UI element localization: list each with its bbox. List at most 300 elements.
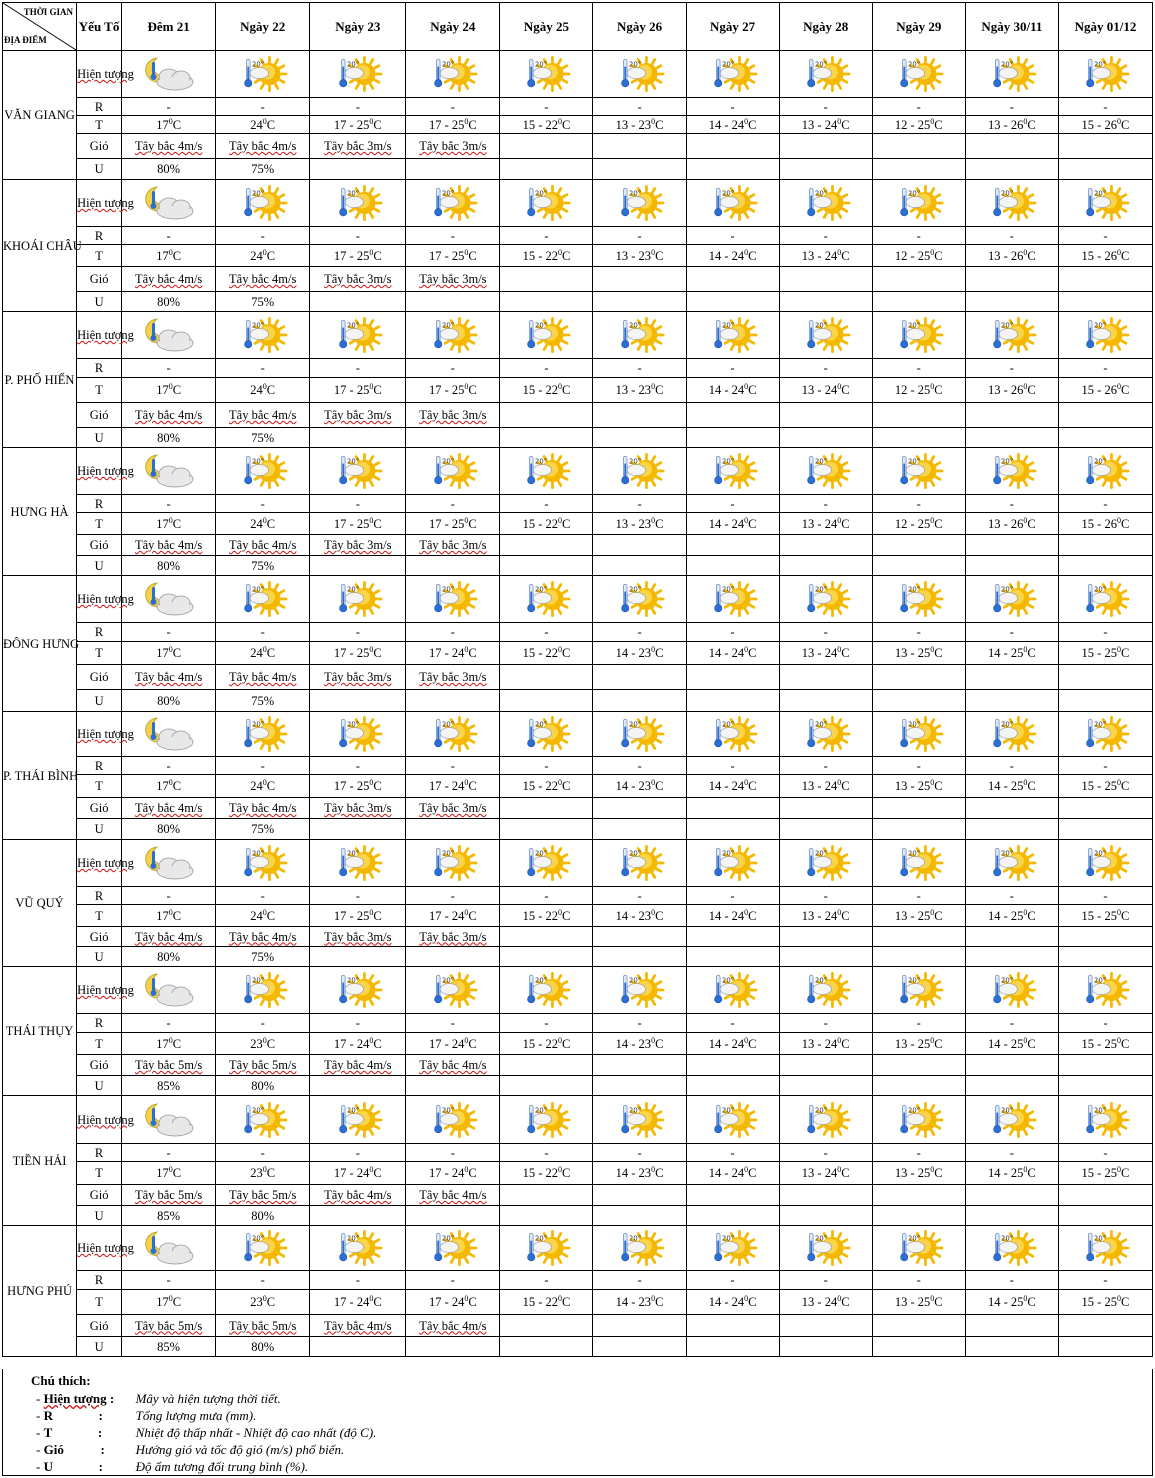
element-label-temp: T [77,116,122,134]
element-label-temp: T [77,1290,122,1315]
icon-temp-text: 20° [1000,189,1014,198]
weather-cell [1058,712,1152,757]
wind-value: Tây bắc 4m/s [216,798,310,819]
wind-value [686,267,779,292]
humidity-row [3,1076,1153,1096]
sun-cloud-thermometer-icon [522,714,570,754]
sun-cloud-thermometer-icon [709,970,757,1010]
weather-cell [686,1226,779,1271]
weather-cell [216,180,310,227]
weather-cell [1058,967,1152,1014]
weather-cell [122,576,216,623]
wind-value [872,403,965,428]
weather-cell [779,1096,872,1144]
weather-cell [779,180,872,227]
rain-value: - [406,1014,500,1033]
temp-value: $14 - 24^0C$ [686,513,779,535]
wind-row [3,267,1153,292]
rain-value: - [216,887,310,905]
wind-value: Tây bắc 4m/s [406,1055,500,1076]
wind-value [779,798,872,819]
rain-value: - [216,359,310,378]
temp-value: $17 - 25^0C$ [406,116,500,134]
sun-cloud-thermometer-icon [709,451,757,491]
weather-cell [965,712,1058,757]
temp-value: $15 - 22^0C$ [500,905,593,927]
icon-temp-text: 20° [814,585,827,594]
icon-temp-text: 20° [721,189,734,198]
humidity-row [3,947,1153,967]
icon-temp-text: 20° [1000,1106,1014,1115]
wind-value [872,927,965,947]
icon-temp-text: 20° [346,1106,359,1115]
humidity-value [1058,690,1152,712]
wind-value [779,267,872,292]
weather-cell [310,576,406,623]
sun-cloud-thermometer-icon [802,843,850,883]
humidity-row [3,1337,1153,1357]
location-name: HƯNG HÀ [3,448,77,576]
icon-temp-text: 20° [251,189,264,198]
rain-value: - [593,1144,686,1162]
weather-cell [500,312,593,359]
wind-value: Tây bắc 4m/s [122,403,216,428]
humidity-value [872,947,965,967]
wind-value [686,665,779,690]
temp-value: $13 - 26^0C$ [965,116,1058,134]
icon-temp-text: 20° [535,189,548,198]
sun-cloud-thermometer-icon [429,451,477,491]
temp-value: $17 - 25^0C$ [406,378,500,403]
corner-place-label: ĐỊA ĐIỂM [4,35,47,45]
weather-cell [593,712,686,757]
rain-value: - [310,623,406,642]
weather-cell [779,840,872,887]
temp-value: $15 - 22^0C$ [500,513,593,535]
weather-cell [216,448,310,495]
element-label-temp: T [77,775,122,798]
rain-value: - [593,623,686,642]
wind-value: Tây bắc 4m/s [216,665,310,690]
rain-row [3,1144,1153,1162]
icon-temp-text: 20° [907,976,920,985]
rain-value: - [686,495,779,513]
icon-temp-text: 20° [628,585,641,594]
day-header: Ngày 29 [872,3,965,51]
humidity-value [310,819,406,840]
sun-cloud-thermometer-icon [802,183,850,223]
rain-value: - [872,98,965,116]
sun-cloud-thermometer-icon [334,843,382,883]
wind-value [872,134,965,159]
wind-value [779,1185,872,1206]
wind-value: Tây bắc 5m/s [122,1315,216,1337]
icon-temp-text: 20° [535,720,548,729]
wind-value [593,1185,686,1206]
humidity-value [593,947,686,967]
rain-value: - [500,1014,593,1033]
day-header: Ngày 23 [310,3,406,51]
weather-cell [1058,840,1152,887]
temp-value: $17 - 25^0C$ [310,775,406,798]
temp-value: $17^0C$ [122,1162,216,1185]
element-label-wind: Gió [77,535,122,556]
wind-value [500,267,593,292]
wind-value [1058,134,1152,159]
sun-cloud-thermometer-icon [429,183,477,223]
icon-temp-text: 20° [907,457,920,466]
temp-value: $17 - 24^0C$ [406,642,500,665]
rain-value: - [406,1144,500,1162]
humidity-row [3,428,1153,448]
element-label-phenomenon: Hiện tượng [77,180,122,227]
sun-cloud-thermometer-icon [616,579,664,619]
weather-cell [406,712,500,757]
rain-row [3,757,1153,775]
weather-cell [1058,1096,1152,1144]
rain-value: - [965,359,1058,378]
wind-row [3,403,1153,428]
humidity-value [965,1337,1058,1357]
rain-value: - [216,623,310,642]
icon-temp-text: 20° [346,849,359,858]
weather-cell [500,448,593,495]
humidity-value [779,292,872,312]
humidity-value [406,1076,500,1096]
temp-value: $15 - 25^0C$ [1058,775,1152,798]
rain-row [3,227,1153,245]
weather-cell [500,576,593,623]
sun-cloud-thermometer-icon [239,714,287,754]
icon-temp-text: 20° [535,1234,548,1243]
sun-cloud-thermometer-icon [429,1228,477,1268]
humidity-value: 80% [122,819,216,840]
wind-value [500,1315,593,1337]
rain-row [3,495,1153,513]
temp-value: $13 - 24^0C$ [779,116,872,134]
humidity-value [1058,1076,1152,1096]
sun-cloud-thermometer-icon [895,1100,943,1140]
wind-value: Tây bắc 4m/s [122,134,216,159]
sun-cloud-thermometer-icon [239,451,287,491]
temp-row [3,1033,1153,1055]
cloud-moon-icon [139,843,199,883]
wind-value [593,1315,686,1337]
icon-temp-text: 20° [628,60,641,69]
sun-cloud-thermometer-icon [895,579,943,619]
forecast-table [2,2,1153,1357]
rain-value: - [779,227,872,245]
humidity-value [1058,1206,1152,1226]
temp-value: $12 - 25^0C$ [872,245,965,267]
humidity-value [406,556,500,576]
weather-cell [310,712,406,757]
temp-value: $14 - 24^0C$ [686,245,779,267]
icon-temp-text: 20° [535,1106,548,1115]
icon-temp-text: 20° [251,849,264,858]
humidity-value [965,556,1058,576]
wind-value: Tây bắc 4m/s [216,403,310,428]
humidity-value [406,690,500,712]
weather-cell [406,448,500,495]
temp-value: $17 - 25^0C$ [406,245,500,267]
humidity-value [965,428,1058,448]
weather-cell [1058,51,1152,98]
sun-cloud-thermometer-icon [616,451,664,491]
icon-temp-text: 20° [1094,976,1107,985]
temp-value: $15 - 26^0C$ [1058,513,1152,535]
temp-value: $17 - 24^0C$ [310,1162,406,1185]
humidity-value [1058,159,1152,180]
icon-temp-text: 20° [814,60,827,69]
icon-temp-text: 20° [441,457,455,466]
wind-row [3,134,1153,159]
temp-value: $14 - 24^0C$ [686,905,779,927]
temp-value: $17 - 25^0C$ [310,378,406,403]
weather-cell [406,576,500,623]
legend-item: - T : Nhiệt độ thấp nhất - Nhiệt độ cao nhất (độ C). [36,1425,377,1440]
temp-value: $13 - 23^0C$ [593,116,686,134]
location-name: P. PHỐ HIẾN [3,312,77,448]
humidity-value [965,1076,1058,1096]
humidity-value [779,1206,872,1226]
weather-cell [965,576,1058,623]
sun-cloud-thermometer-icon [1081,579,1129,619]
cloud-moon-icon [139,1228,199,1268]
humidity-row [3,159,1153,180]
temp-value: $13 - 24^0C$ [779,378,872,403]
temp-value: $13 - 23^0C$ [593,245,686,267]
sun-cloud-thermometer-icon [988,315,1036,355]
phenomenon-row [3,1096,1153,1144]
humidity-value [1058,556,1152,576]
icon-temp-text: 20° [1000,1234,1014,1243]
wind-value [686,927,779,947]
humidity-value [500,947,593,967]
weather-cell [872,1226,965,1271]
humidity-value [872,556,965,576]
temp-value: $17 - 25^0C$ [310,513,406,535]
temp-value: $13 - 24^0C$ [779,905,872,927]
sun-cloud-thermometer-icon [895,970,943,1010]
element-label-rain: R [77,98,122,116]
element-label-wind: Gió [77,403,122,428]
wind-value [500,1185,593,1206]
humidity-value [593,1337,686,1357]
weather-cell [216,712,310,757]
sun-cloud-thermometer-icon [709,1228,757,1268]
temp-value: $17^0C$ [122,642,216,665]
rain-value: - [310,1144,406,1162]
humidity-value: 75% [216,947,310,967]
weather-cell [686,448,779,495]
rain-value: - [1058,227,1152,245]
humidity-row [3,690,1153,712]
icon-temp-text: 20° [251,321,264,330]
rain-value: - [500,227,593,245]
temp-value: $13 - 23^0C$ [593,513,686,535]
icon-temp-text: 20° [346,585,359,594]
humidity-value [779,1337,872,1357]
weather-cell [406,1226,500,1271]
wind-value [686,1315,779,1337]
rain-value: - [216,227,310,245]
weather-cell [310,448,406,495]
weather-cell [965,1226,1058,1271]
rain-value: - [406,1271,500,1290]
humidity-value [500,819,593,840]
element-label-rain: R [77,359,122,378]
humidity-value [406,1206,500,1226]
icon-temp-text: 20° [535,321,548,330]
temp-value: $23^0C$ [216,1033,310,1055]
sun-cloud-thermometer-icon [802,714,850,754]
humidity-value [779,947,872,967]
weather-cell [686,840,779,887]
rain-value: - [965,1144,1058,1162]
weather-cell [122,312,216,359]
element-label-temp: T [77,642,122,665]
wind-value [965,134,1058,159]
icon-temp-text: 20° [1094,321,1107,330]
temp-value: $12 - 25^0C$ [872,513,965,535]
wind-value [965,1055,1058,1076]
rain-value: - [872,227,965,245]
rain-value: - [216,98,310,116]
humidity-value [593,556,686,576]
temp-value: $24^0C$ [216,642,310,665]
temp-value: $14 - 24^0C$ [686,378,779,403]
weather-cell [779,967,872,1014]
temp-value: $13 - 25^0C$ [872,1162,965,1185]
rain-value: - [216,495,310,513]
cloud-moon-icon [139,714,199,754]
sun-cloud-thermometer-icon [616,970,664,1010]
rain-value: - [779,887,872,905]
sun-cloud-thermometer-icon [709,843,757,883]
wind-value: Tây bắc 4m/s [310,1185,406,1206]
rain-value: - [872,1271,965,1290]
wind-value [872,535,965,556]
sun-cloud-thermometer-icon [988,1228,1036,1268]
weather-cell [593,448,686,495]
humidity-value: 80% [122,292,216,312]
rain-value: - [216,1014,310,1033]
humidity-value [872,819,965,840]
temp-value: $14 - 25^0C$ [965,775,1058,798]
location-name: KHOÁI CHÂU [3,180,77,312]
icon-temp-text: 20° [1000,720,1014,729]
rain-value: - [406,495,500,513]
sun-cloud-thermometer-icon [709,183,757,223]
wind-value [500,403,593,428]
weather-cell [406,312,500,359]
humidity-value [500,1337,593,1357]
temp-value: $15 - 22^0C$ [500,378,593,403]
weather-cell [965,840,1058,887]
temp-value: $23^0C$ [216,1162,310,1185]
wind-value [965,1185,1058,1206]
humidity-value: 75% [216,428,310,448]
location-name: TIỀN HẢI [3,1096,77,1226]
icon-temp-text: 20° [628,457,641,466]
humidity-value [686,690,779,712]
sun-cloud-thermometer-icon [709,315,757,355]
sun-cloud-thermometer-icon [802,1100,850,1140]
weather-cell [122,448,216,495]
rain-value: - [122,227,216,245]
temp-value: $14 - 25^0C$ [965,905,1058,927]
sun-cloud-thermometer-icon [522,54,570,94]
humidity-value [686,428,779,448]
icon-temp-text: 20° [814,1106,827,1115]
weather-cell [779,51,872,98]
wind-row [3,1185,1153,1206]
rain-value: - [779,495,872,513]
humidity-value [310,159,406,180]
sun-cloud-thermometer-icon [895,54,943,94]
day-header: Ngày 24 [406,3,500,51]
sun-cloud-thermometer-icon [1081,1100,1129,1140]
icon-temp-text: 20° [1094,720,1107,729]
rain-value: - [686,623,779,642]
humidity-value [310,1206,406,1226]
temp-value: $17^0C$ [122,116,216,134]
rain-value: - [500,98,593,116]
day-header: Ngày 25 [500,3,593,51]
rain-value: - [310,1271,406,1290]
icon-temp-text: 20° [721,60,734,69]
rain-value: - [593,1271,686,1290]
wind-value: Tây bắc 4m/s [122,267,216,292]
icon-temp-text: 20° [907,1106,920,1115]
weather-cell [406,180,500,227]
wind-value [965,1315,1058,1337]
weather-cell [122,1226,216,1271]
rain-value: - [779,359,872,378]
day-header: Ngày 01/12 [1058,3,1152,51]
weather-cell [122,1096,216,1144]
weather-cell [872,576,965,623]
wind-value: Tây bắc 3m/s [406,665,500,690]
temp-value: $13 - 24^0C$ [779,775,872,798]
wind-value [779,1315,872,1337]
icon-temp-text: 20° [907,720,920,729]
icon-temp-text: 20° [907,60,920,69]
humidity-value: 80% [122,159,216,180]
element-label-phenomenon: Hiện tượng [77,1226,122,1271]
humidity-value [500,1076,593,1096]
weather-cell [686,1096,779,1144]
humidity-value [1058,1337,1152,1357]
sun-cloud-thermometer-icon [522,843,570,883]
rain-value: - [593,495,686,513]
icon-temp-text: 20° [1000,60,1014,69]
rain-value: - [872,757,965,775]
humidity-value [593,428,686,448]
location-name: THÁI THỤY [3,967,77,1096]
weather-cell [500,967,593,1014]
cloud-moon-icon [139,315,199,355]
wind-value: Tây bắc 4m/s [122,535,216,556]
element-label-humidity: U [77,292,122,312]
icon-temp-text: 20° [907,321,920,330]
weather-cell [872,448,965,495]
humidity-value [686,159,779,180]
weather-cell [216,1226,310,1271]
sun-cloud-thermometer-icon [802,54,850,94]
wind-value [593,798,686,819]
